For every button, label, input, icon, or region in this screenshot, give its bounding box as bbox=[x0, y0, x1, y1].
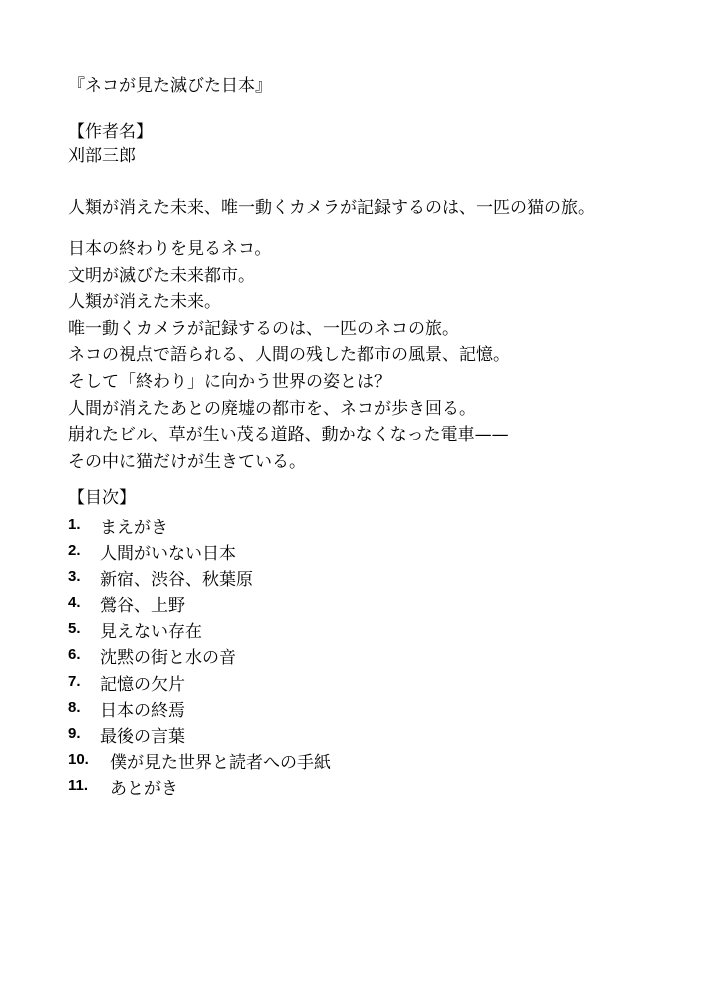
toc-item-number: 4. bbox=[68, 594, 81, 612]
toc-item-number: 5. bbox=[68, 620, 81, 638]
toc-item-number: 10. bbox=[68, 750, 89, 768]
toc-item-title: 人間がいない日本 bbox=[100, 544, 236, 565]
synopsis-line: 崩れたビル、草が生い茂る道路、動かなくなった電車—— bbox=[68, 425, 509, 446]
toc-heading: 【目次】 bbox=[68, 488, 136, 508]
synopsis-line: そして「終わり」に向かう世界の姿とは？ bbox=[68, 371, 391, 392]
toc-item bbox=[68, 593, 331, 619]
synopsis-line: 唯一動くカメラが記録するのは、一匹のネコの旅。 bbox=[68, 318, 459, 339]
toc-item-number: 8. bbox=[68, 698, 81, 716]
toc-item-title: 鶯谷、上野 bbox=[100, 596, 185, 617]
toc-item-title: 新宿、渋谷、秋葉原 bbox=[100, 570, 253, 591]
toc-item-number: 1. bbox=[68, 516, 81, 533]
author-name: 刈部三郎 bbox=[68, 146, 136, 166]
toc-item bbox=[68, 672, 331, 698]
toc-item-number: 3. bbox=[68, 568, 81, 586]
toc-item-title: 日本の終焉 bbox=[100, 700, 185, 721]
toc-item-title: 僕が見た世界と読者への手紙 bbox=[110, 752, 331, 773]
synopsis-line: 人間が消えたあとの廃墟の都市を、ネコが歩き回る。 bbox=[68, 398, 476, 419]
synopsis-line: 日本の終わりを見るネコ。 bbox=[68, 239, 272, 259]
document-title: 『ネコが見た滅びた日本』 bbox=[68, 76, 272, 96]
toc-item-title: 記憶の欠片 bbox=[100, 674, 185, 695]
synopsis-line: ネコの視点で語られる、人間の残した都市の風景、記憶。 bbox=[68, 345, 510, 366]
toc-item-number: 9. bbox=[68, 724, 81, 742]
toc-item bbox=[68, 619, 331, 645]
synopsis bbox=[68, 236, 510, 475]
toc-item-title: 最後の言葉 bbox=[100, 726, 185, 747]
synopsis-line: 文明が滅びた未来都市。 bbox=[68, 265, 255, 286]
synopsis-line: その中に猫だけが生きている。 bbox=[68, 451, 306, 472]
toc-item bbox=[68, 645, 331, 671]
toc-item bbox=[68, 515, 331, 541]
synopsis-line: 人類が消えた未来。 bbox=[68, 292, 221, 313]
toc-item bbox=[68, 776, 331, 802]
toc-item-number: 6. bbox=[68, 646, 81, 664]
table-of-contents bbox=[68, 515, 331, 802]
toc-item-number: 11. bbox=[68, 776, 89, 794]
author-heading: 【作者名】 bbox=[68, 122, 153, 142]
toc-item bbox=[68, 698, 331, 724]
toc-item-title: あとがき bbox=[110, 778, 178, 799]
toc-item bbox=[68, 567, 331, 593]
toc-item-title: まえがき bbox=[100, 518, 168, 538]
toc-item-number: 7. bbox=[68, 672, 81, 690]
toc-item-title: 沈黙の街と水の音 bbox=[100, 648, 236, 669]
tagline: 人類が消えた未来、唯一動くカメラが記録するのは、一匹の猫の旅。 bbox=[68, 198, 595, 218]
toc-item-title: 見えない存在 bbox=[100, 622, 202, 643]
toc-item-number: 2. bbox=[68, 542, 81, 560]
toc-item bbox=[68, 541, 331, 567]
